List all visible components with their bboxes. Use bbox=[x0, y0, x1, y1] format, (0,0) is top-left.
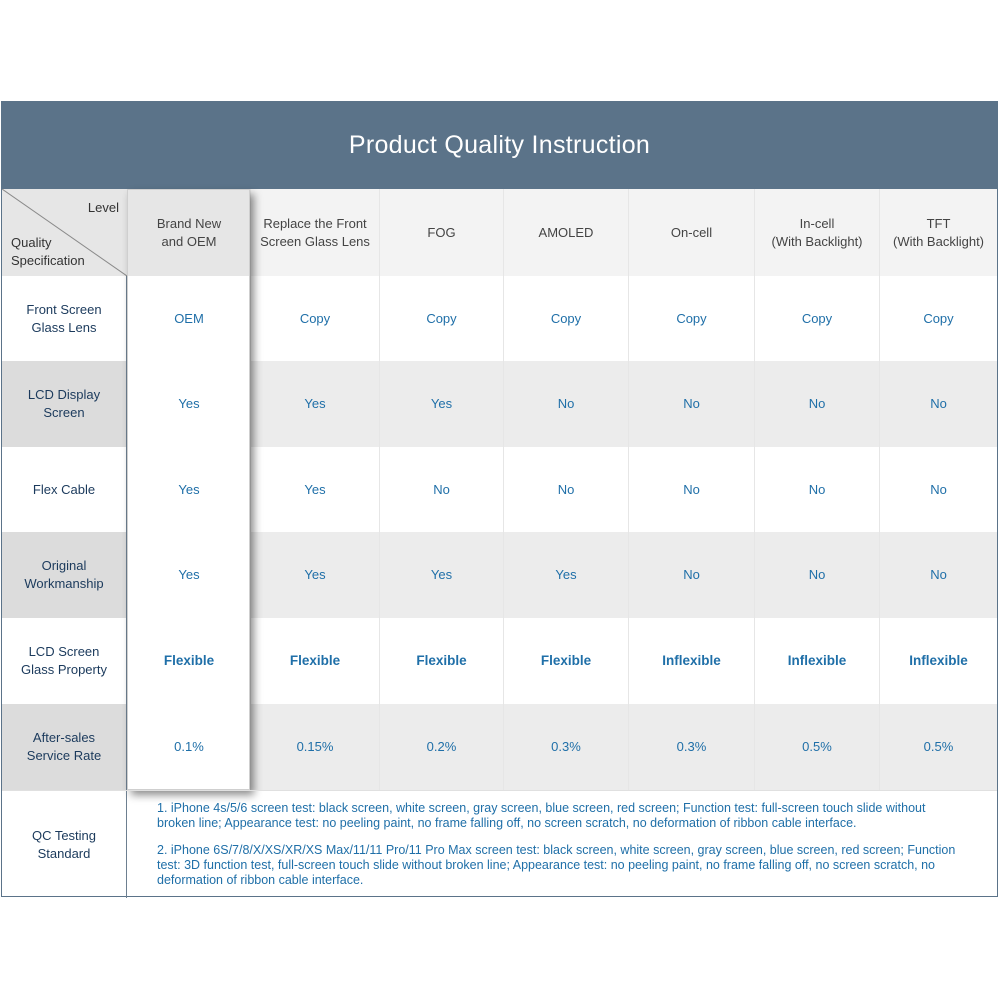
table-cell: 0.3% bbox=[628, 704, 754, 790]
table-cell: No bbox=[879, 532, 997, 618]
table-cell: No bbox=[754, 447, 879, 532]
table-cell: No bbox=[879, 447, 997, 532]
table-cell: Inflexible bbox=[879, 618, 997, 704]
table-cell: Copy bbox=[250, 276, 379, 361]
table-cell: 0.5% bbox=[754, 704, 879, 790]
table-cell: Inflexible bbox=[754, 618, 879, 704]
table-cell: Yes bbox=[250, 447, 379, 532]
table-cell: Copy bbox=[754, 276, 879, 361]
table-cell: Yes bbox=[503, 532, 628, 618]
qc-item-2: 2. iPhone 6S/7/8/X/XS/XR/XS Max/11/11 Pro/11 Pro Max screen test: black screen, white screen, gray screen, blue screen, red screen; Function test: 3D function test, full-screen touch slide without broken line; Appearance test: no peeling paint, no frame falling off, no screen scratch, no deformation of ribbon cable interface. bbox=[157, 843, 956, 887]
column-header-fog: FOG bbox=[379, 189, 503, 276]
table-cell: No bbox=[503, 361, 628, 447]
column-header-tft: TFT (With Backlight) bbox=[879, 189, 997, 276]
table-cell: No bbox=[628, 447, 754, 532]
table-cell: Copy bbox=[503, 276, 628, 361]
table-cell: Yes bbox=[127, 447, 250, 532]
table-cell: No bbox=[754, 532, 879, 618]
table-cell: Yes bbox=[127, 361, 250, 447]
table-cell: No bbox=[503, 447, 628, 532]
table-cell: Flexible bbox=[127, 618, 250, 704]
table-cell: Yes bbox=[250, 532, 379, 618]
table-row bbox=[2, 618, 997, 704]
table-row bbox=[2, 447, 997, 532]
row-label-service-rate: After-sales Service Rate bbox=[2, 704, 127, 790]
table-cell: No bbox=[379, 447, 503, 532]
column-header-on-cell: On-cell bbox=[628, 189, 754, 276]
table-cell: No bbox=[754, 361, 879, 447]
table-row bbox=[2, 704, 997, 790]
corner-level-label: Level bbox=[87, 200, 119, 215]
column-header-in-cell: In-cell (With Backlight) bbox=[754, 189, 879, 276]
row-label-flex-cable: Flex Cable bbox=[2, 447, 127, 532]
table-cell: Yes bbox=[127, 532, 250, 618]
row-label-front-glass: Front Screen Glass Lens bbox=[2, 276, 127, 361]
table-cell: OEM bbox=[127, 276, 250, 361]
table-cell: Copy bbox=[628, 276, 754, 361]
row-label-lcd-display: LCD Display Screen bbox=[2, 361, 127, 447]
table-cell: No bbox=[879, 361, 997, 447]
qc-standard-text bbox=[127, 791, 997, 898]
table-cell: Copy bbox=[379, 276, 503, 361]
row-label-qc-testing: QC Testing Standard bbox=[2, 791, 127, 898]
table-cell: Yes bbox=[379, 361, 503, 447]
quality-table-card bbox=[1, 101, 998, 897]
row-label-original-workmanship: Original Workmanship bbox=[2, 532, 127, 618]
table-cell: No bbox=[628, 361, 754, 447]
table-cell: Yes bbox=[379, 532, 503, 618]
header-row bbox=[2, 189, 997, 276]
table-cell: No bbox=[628, 532, 754, 618]
qc-item-1: 1. iPhone 4s/5/6 screen test: black screen, white screen, gray screen, blue screen, red screen; Function test: full-screen touch slide without broken line; Appearance test: no peeling paint, no frame falling off, no screen scratch, no deformation of ribbon cable interface. bbox=[157, 801, 926, 830]
table-title: Product Quality Instruction bbox=[2, 102, 997, 189]
column-header-brand-new: Brand New and OEM bbox=[127, 189, 250, 276]
table-cell: 0.2% bbox=[379, 704, 503, 790]
table-cell: Flexible bbox=[503, 618, 628, 704]
table-row bbox=[2, 361, 997, 447]
table-row bbox=[2, 532, 997, 618]
row-label-glass-property: LCD Screen Glass Property bbox=[2, 618, 127, 704]
table-cell: 0.5% bbox=[879, 704, 997, 790]
table-cell: Flexible bbox=[379, 618, 503, 704]
column-header-amoled: AMOLED bbox=[503, 189, 628, 276]
table-cell: Copy bbox=[879, 276, 997, 361]
table-cell: Inflexible bbox=[628, 618, 754, 704]
table-cell: 0.1% bbox=[127, 704, 250, 790]
table-row bbox=[2, 276, 997, 361]
table-cell: 0.3% bbox=[503, 704, 628, 790]
corner-header bbox=[2, 189, 127, 276]
corner-spec-label: Quality Specification bbox=[11, 235, 85, 268]
table-cell: Yes bbox=[250, 361, 379, 447]
column-header-replace-glass: Replace the Front Screen Glass Lens bbox=[250, 189, 379, 276]
table-cell: Flexible bbox=[250, 618, 379, 704]
table-cell: 0.15% bbox=[250, 704, 379, 790]
qc-row bbox=[2, 790, 997, 898]
